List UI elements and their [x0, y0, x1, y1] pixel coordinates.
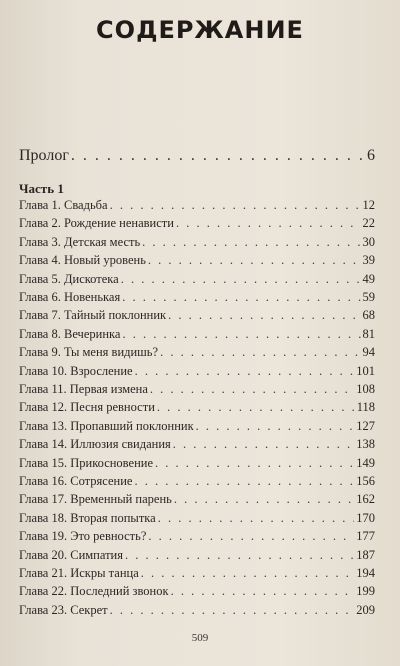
toc-entry-chapter[interactable] [19, 437, 375, 455]
toc-entry-chapter[interactable] [19, 511, 375, 529]
toc-entry-chapter[interactable] [19, 216, 375, 234]
toc-entry-page: 170 [356, 510, 375, 525]
toc-entry-label: Глава 22. Последний звонок [19, 584, 169, 599]
toc-entry-page: 187 [356, 547, 375, 562]
leader-dots [173, 437, 354, 452]
leader-dots [122, 327, 360, 342]
toc-entry-label: Глава 12. Песня ревности [19, 400, 155, 415]
toc-entry-page: 59 [362, 290, 375, 304]
toc-entry-chapter[interactable] [19, 382, 375, 400]
toc-entry-page: 6 [367, 147, 375, 164]
leader-dots [141, 566, 355, 581]
toc-entry-chapter[interactable] [19, 566, 375, 584]
page-title: СОДЕРЖАНИЕ [96, 16, 304, 44]
toc-entry-page: 68 [362, 308, 375, 323]
toc-entry-label: Пролог [19, 147, 69, 164]
toc-entry-label: Глава 10. Взросление [19, 363, 133, 378]
toc-entry-label: Глава 17. Временный парень [19, 492, 172, 507]
leader-dots [110, 198, 361, 213]
toc-entry-page: 149 [356, 455, 375, 470]
toc-entry-chapter[interactable] [19, 253, 375, 271]
toc-entry-label: Глава 19. Это ревность? [19, 529, 147, 544]
toc-entry-prologue[interactable] [19, 147, 375, 165]
toc-entry-label: Глава 3. Детская месть [19, 234, 141, 249]
toc-entry-page: 101 [356, 363, 375, 378]
leader-dots [176, 216, 361, 231]
toc-entry-label: Глава 2. Рождение ненависти [19, 216, 174, 231]
toc-entry-label: Глава 16. Сотрясение [19, 474, 133, 488]
toc-entry-label: Глава 13. Пропавший поклонник [19, 418, 194, 433]
toc-entry-page: 127 [356, 418, 375, 433]
toc-entry-chapter[interactable] [19, 584, 375, 602]
toc-entry-page: 39 [362, 253, 375, 268]
leader-dots [121, 272, 361, 287]
toc-entry-chapter[interactable] [19, 456, 375, 474]
leader-dots [125, 548, 354, 563]
leader-dots [157, 400, 355, 415]
toc-entry-page: 138 [356, 437, 375, 452]
toc-entry-chapter[interactable] [19, 345, 375, 363]
toc-entry-page: 49 [362, 271, 375, 286]
leader-dots [142, 235, 360, 250]
leader-dots [174, 492, 354, 507]
part-heading: Часть 1 [19, 181, 64, 196]
toc-entry-chapter[interactable] [19, 603, 375, 621]
toc-entry-label: Глава 9. Ты меня видишь? [19, 345, 159, 360]
toc-entry-chapter[interactable] [19, 364, 375, 382]
leader-dots [155, 456, 354, 471]
toc-entry-label: Глава 5. Дискотека [19, 271, 119, 286]
toc-entry-label: Глава 1. Свадьба [19, 198, 108, 212]
leader-dots [171, 584, 355, 599]
toc-entry-page: 118 [356, 400, 375, 415]
toc-entry-chapter[interactable] [19, 272, 375, 290]
leader-dots [148, 253, 361, 268]
toc-entry-label: Глава 23. Секрет [19, 602, 108, 617]
leader-dots [196, 419, 355, 434]
toc-entry-label: Глава 18. Вторая попытка [19, 510, 156, 525]
toc-entry-chapter[interactable] [19, 492, 375, 510]
toc-entry-page: 22 [362, 216, 375, 231]
page-number: 509 [191, 632, 209, 644]
toc-entry-page: 81 [362, 326, 375, 341]
toc-entry-chapter[interactable] [19, 400, 375, 418]
toc-entry-chapter[interactable] [19, 235, 375, 253]
toc-entry-page: 199 [356, 584, 375, 599]
leader-dots [110, 603, 355, 618]
toc-entry-label: Глава 11. Первая измена [19, 382, 148, 396]
leader-dots [122, 290, 360, 305]
toc-entry-page: 177 [356, 529, 375, 544]
toc-entry-page: 162 [356, 492, 375, 507]
toc-entry-chapter[interactable] [19, 198, 375, 216]
leader-dots [160, 345, 360, 360]
toc-entry-label: Глава 7. Тайный поклонник [19, 308, 167, 323]
toc-entry-page: 94 [362, 345, 375, 360]
toc-entry-label: Глава 6. Новенькая [19, 290, 121, 304]
leader-dots [150, 382, 354, 397]
toc-entry-page: 30 [362, 234, 375, 249]
toc-entry-chapter[interactable] [19, 290, 375, 308]
toc-entry-chapter[interactable] [19, 474, 375, 492]
toc-entry-label: Глава 8. Вечеринка [19, 326, 121, 341]
toc-entry-label: Глава 14. Иллюзия свидания [19, 437, 171, 452]
leader-dots [71, 147, 365, 165]
toc-entry-page: 12 [362, 198, 375, 212]
toc-entry-page: 194 [356, 566, 375, 580]
leader-dots [134, 474, 354, 489]
leader-dots [135, 364, 355, 379]
toc-entry-label: Глава 15. Прикосновение [19, 455, 153, 470]
toc-entry-page: 209 [356, 602, 375, 617]
toc-entry-chapter[interactable] [19, 419, 375, 437]
toc-entry-chapter[interactable] [19, 529, 375, 547]
toc-entry-label: Глава 4. Новый уровень [19, 253, 146, 268]
toc-entry-page: 156 [356, 474, 375, 488]
leader-dots [158, 511, 355, 526]
leader-dots [168, 308, 360, 323]
toc-entry-chapter[interactable] [19, 548, 375, 566]
toc-entry-chapter[interactable] [19, 308, 375, 326]
leader-dots [148, 529, 354, 544]
toc-entry-chapter[interactable] [19, 327, 375, 345]
toc-entry-page: 108 [356, 382, 375, 396]
toc-entry-label: Глава 20. Симпатия [19, 547, 123, 562]
toc-entry-label: Глава 21. Искры танца [19, 566, 139, 580]
